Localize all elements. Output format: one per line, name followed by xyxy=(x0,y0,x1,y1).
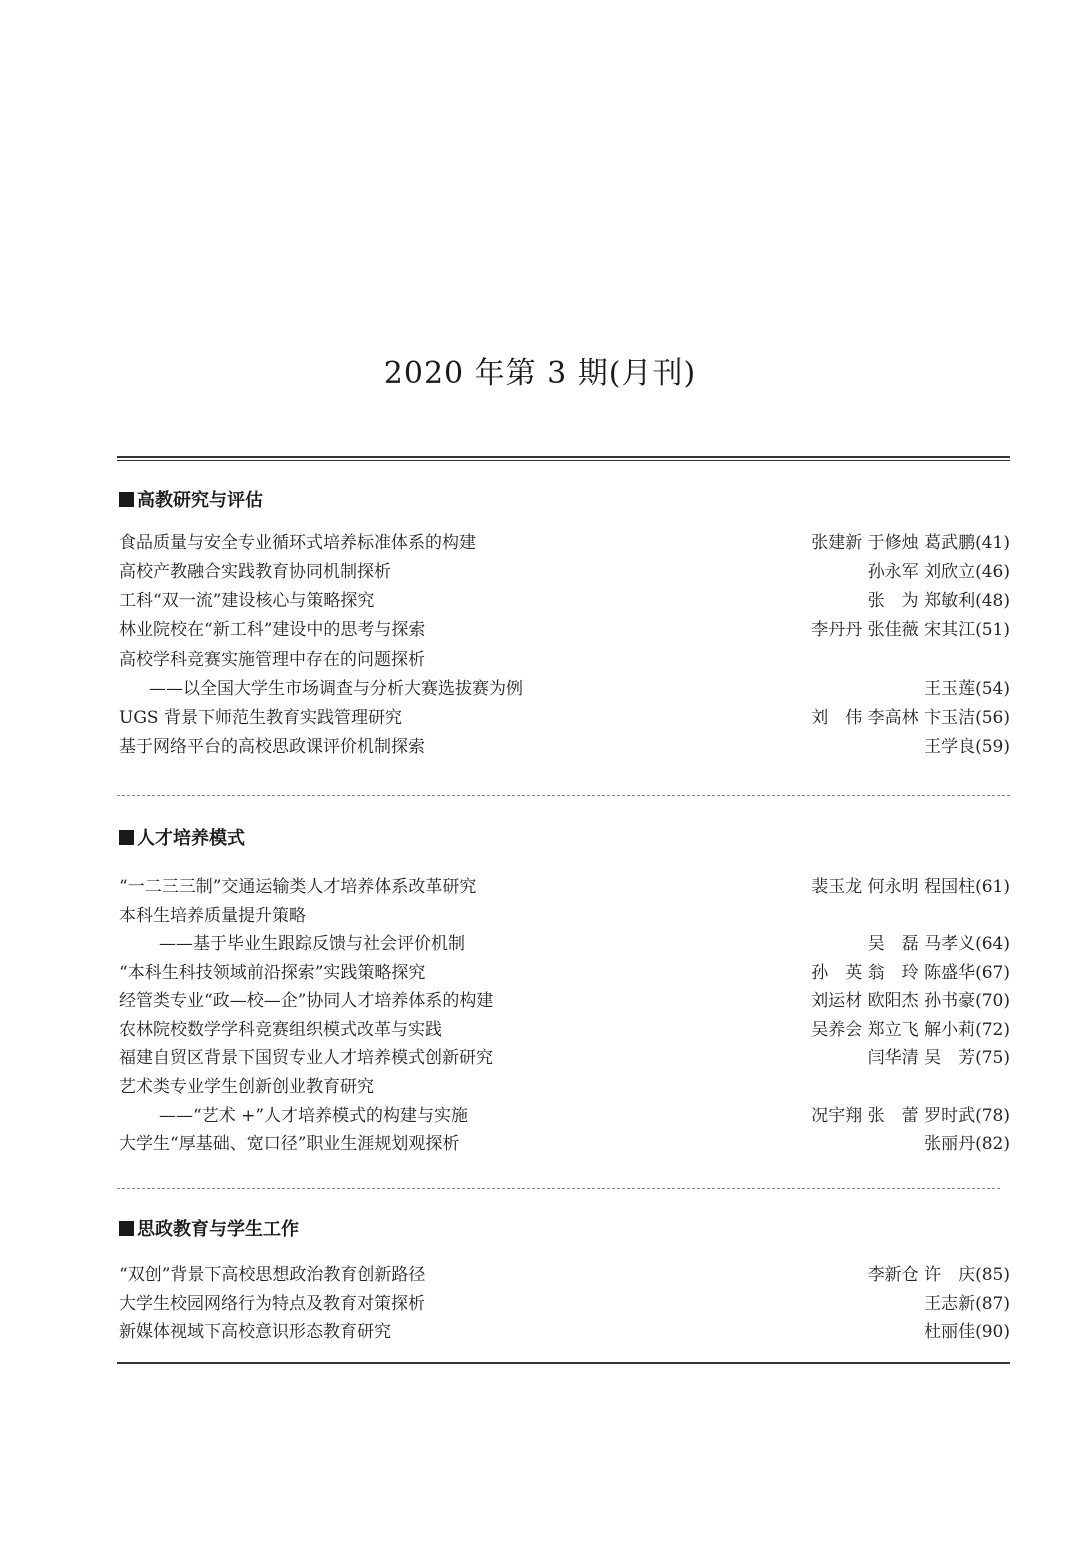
entry-authors-page: 刘 伟 李高林 卞玉洁(56) xyxy=(811,708,1010,728)
toc-entry[interactable] xyxy=(119,560,1010,584)
toc-entry[interactable] xyxy=(119,1263,1010,1287)
section-heading-talent-cultivation: 人才培养模式 xyxy=(119,824,245,850)
square-bullet-icon xyxy=(119,830,134,845)
entry-title: UGS 背景下师范生教育实践管理研究 xyxy=(119,708,402,728)
entry-authors-page: 孙永军 刘欣立(46) xyxy=(867,562,1010,582)
entry-title: 福建自贸区背景下国贸专业人才培养模式创新研究 xyxy=(119,1048,493,1068)
entry-authors-page: 张 为 郑敏利(48) xyxy=(867,591,1010,611)
toc-entry[interactable] xyxy=(119,1075,1010,1099)
entry-title: 新媒体视域下高校意识形态教育研究 xyxy=(119,1322,391,1342)
toc-entry-subtitle[interactable] xyxy=(119,1104,1010,1128)
entry-title: 大学生“厚基础、宽口径”职业生涯规划观探析 xyxy=(119,1134,460,1154)
top-rule-thin xyxy=(117,460,1010,461)
entry-authors-page: 吴养会 郑立飞 解小莉(72) xyxy=(811,1020,1010,1040)
top-rule xyxy=(117,456,1010,458)
toc-entry[interactable] xyxy=(119,904,1010,928)
entry-authors-page: 张建新 于修烛 葛武鹏(41) xyxy=(811,533,1010,553)
toc-entry[interactable] xyxy=(119,706,1010,730)
entry-subtitle: ——“艺术 +”人才培养模式的构建与实施 xyxy=(159,1106,469,1126)
entry-authors-page: 王学良(59) xyxy=(924,737,1010,757)
entry-title: 林业院校在“新工科”建设中的思考与探索 xyxy=(119,620,426,640)
square-bullet-icon xyxy=(119,1221,134,1236)
entry-title: 大学生校园网络行为特点及教育对策探析 xyxy=(119,1294,425,1314)
entry-authors-page: 刘运材 欧阳杰 孙书豪(70) xyxy=(811,991,1010,1011)
toc-entry[interactable] xyxy=(119,1292,1010,1316)
entry-authors-page: 裴玉龙 何永明 程国柱(61) xyxy=(811,877,1010,897)
bottom-rule xyxy=(117,1362,1010,1364)
entry-authors-page: 张丽丹(82) xyxy=(924,1134,1010,1154)
entry-authors-page: 王玉莲(54) xyxy=(924,679,1010,699)
section-heading-higher-education-research: 高教研究与评估 xyxy=(119,486,263,512)
entry-title: 高校学科竞赛实施管理中存在的问题探析 xyxy=(119,650,425,670)
toc-entry[interactable] xyxy=(119,618,1010,642)
entry-subtitle: ——基于毕业生跟踪反馈与社会评价机制 xyxy=(159,934,465,954)
entry-authors-page: 况宇翔 张 蕾 罗时武(78) xyxy=(811,1106,1010,1126)
entry-title: 农林院校数学学科竞赛组织模式改革与实践 xyxy=(119,1020,442,1040)
entry-authors-page: 杜丽佳(90) xyxy=(924,1322,1010,1342)
entry-title: “本科生科技领域前沿探索”实践策略探究 xyxy=(119,963,426,983)
toc-entry[interactable] xyxy=(119,961,1010,985)
toc-entry[interactable] xyxy=(119,648,1010,672)
issue-title: 2020 年第 3 期(月刊) xyxy=(383,356,697,391)
entry-title: 工科“双一流”建设核心与策略探究 xyxy=(119,591,375,611)
entry-title: “双创”背景下高校思想政治教育创新路径 xyxy=(119,1265,426,1285)
toc-entry[interactable] xyxy=(119,1132,1010,1156)
toc-entry[interactable] xyxy=(119,735,1010,759)
entry-title: 经管类专业“政—校—企”协同人才培养体系的构建 xyxy=(119,991,494,1011)
entry-authors-page: 李新仓 许 庆(85) xyxy=(867,1265,1010,1285)
toc-entry[interactable] xyxy=(119,531,1010,555)
section-heading-ideological-education: 思政教育与学生工作 xyxy=(119,1215,299,1241)
entry-authors-page: 孙 英 翁 玲 陈盛华(67) xyxy=(811,963,1010,983)
section-divider xyxy=(117,1188,1000,1189)
toc-entry[interactable] xyxy=(119,589,1010,613)
entry-subtitle: ——以全国大学生市场调查与分析大赛选拔赛为例 xyxy=(149,679,523,699)
entry-authors-page: 李丹丹 张佳薇 宋其江(51) xyxy=(811,620,1010,640)
toc-entry[interactable] xyxy=(119,989,1010,1013)
entry-authors-page: 王志新(87) xyxy=(924,1294,1010,1314)
entry-title: 基于网络平台的高校思政课评价机制探索 xyxy=(119,737,425,757)
entry-authors-page: 吴 磊 马孝义(64) xyxy=(867,934,1010,954)
entry-title: 高校产教融合实践教育协同机制探析 xyxy=(119,562,391,582)
entry-title: 食品质量与安全专业循环式培养标准体系的构建 xyxy=(119,533,476,553)
entry-authors-page: 闫华清 吴 芳(75) xyxy=(867,1048,1010,1068)
toc-entry-subtitle[interactable] xyxy=(119,932,1010,956)
toc-entry-subtitle[interactable] xyxy=(119,677,1010,701)
entry-title: 艺术类专业学生创新创业教育研究 xyxy=(119,1077,374,1097)
toc-entry[interactable] xyxy=(119,875,1010,899)
entry-title: “一二三三制”交通运输类人才培养体系改革研究 xyxy=(119,877,477,897)
toc-entry[interactable] xyxy=(119,1320,1010,1344)
square-bullet-icon xyxy=(119,492,134,507)
toc-entry[interactable] xyxy=(119,1018,1010,1042)
section-divider xyxy=(117,795,1010,796)
toc-entry[interactable] xyxy=(119,1046,1010,1070)
entry-title: 本科生培养质量提升策略 xyxy=(119,906,306,926)
